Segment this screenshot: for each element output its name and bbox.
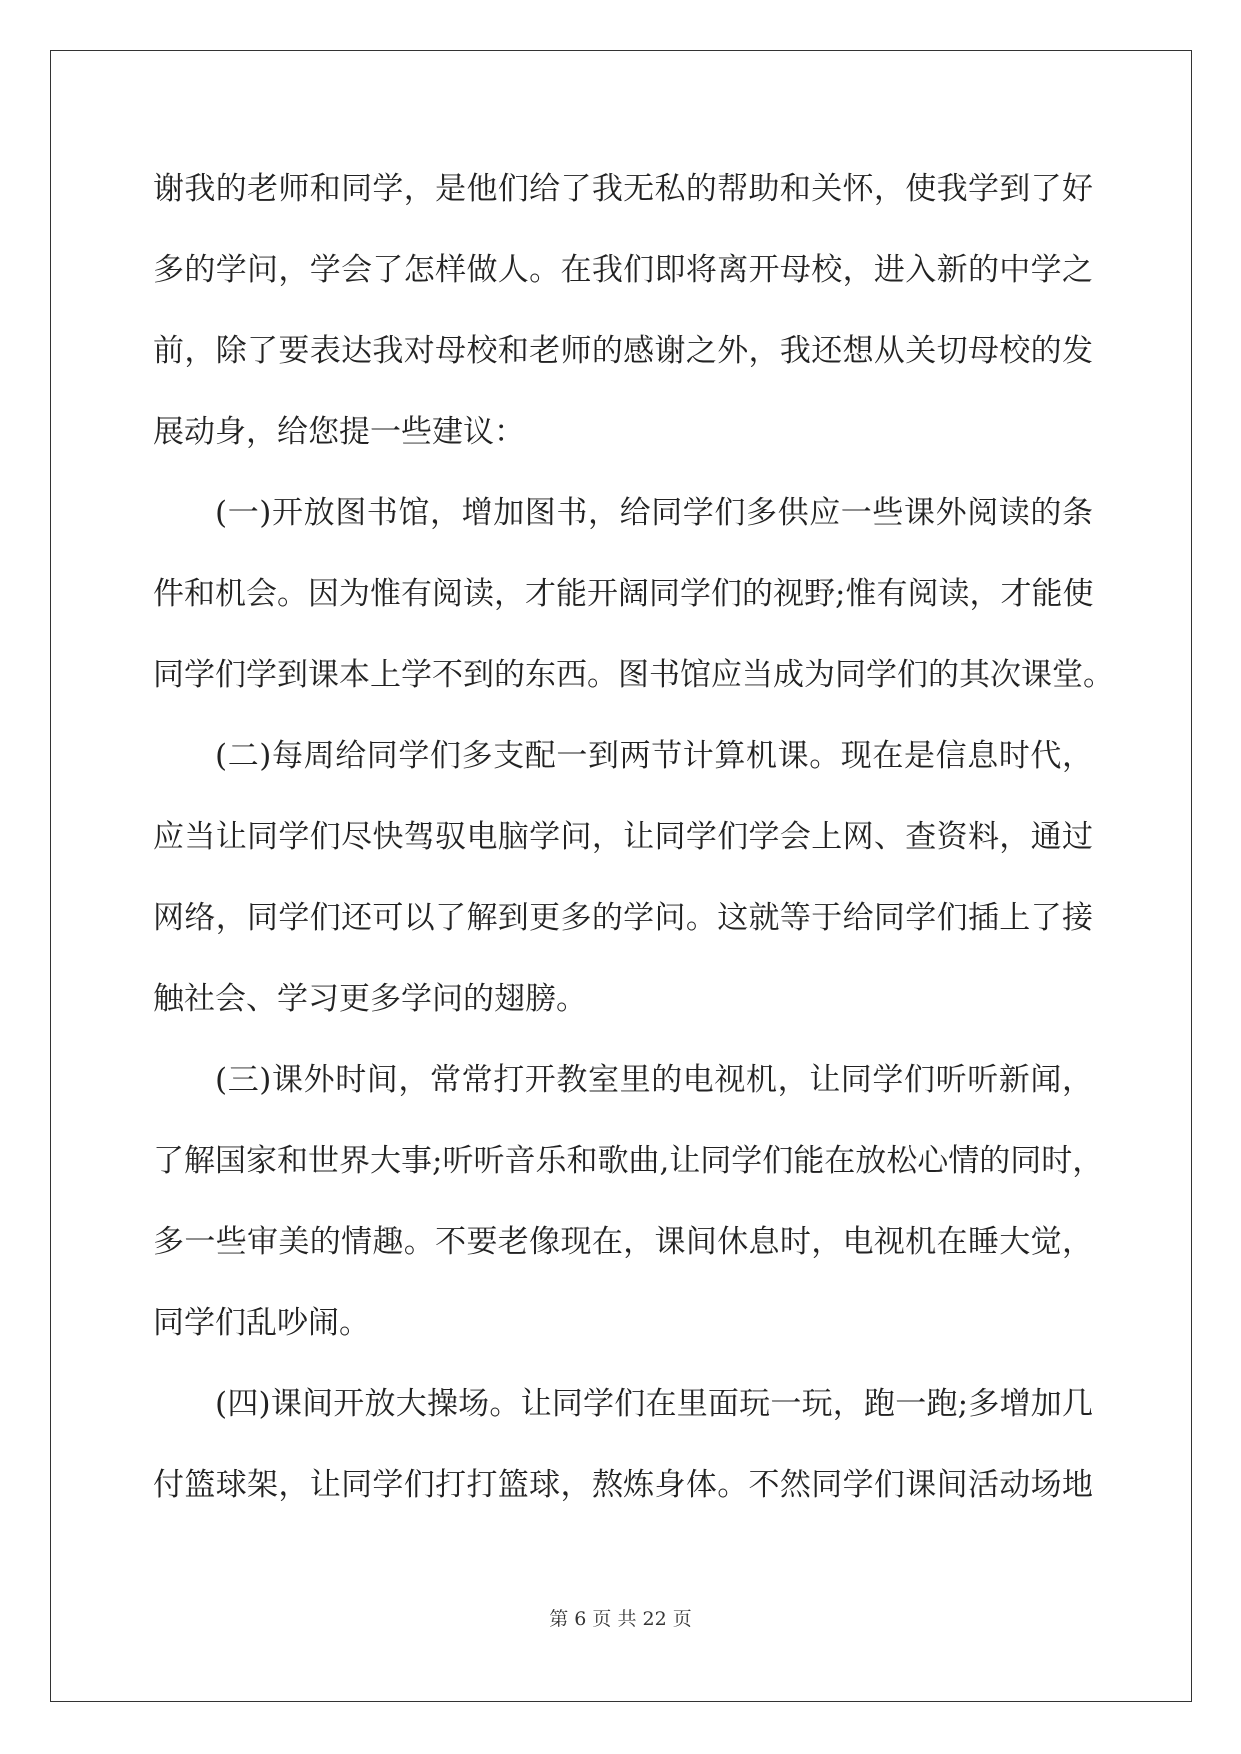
text-line: 件和机会。因为惟有阅读，才能开阔同学们的视野;惟有阅读，才能使 [153, 576, 1094, 612]
text-line: 应当让同学们尽快驾驭电脑学问，让同学们学会上网、查资料，通过 [153, 819, 1093, 855]
text-line: (四)课间开放大操场。让同学们在里面玩一玩，跑一跑;多增加几 [215, 1386, 1093, 1422]
text-line: 谢我的老师和同学，是他们给了我无私的帮助和关怀，使我学到了好 [153, 171, 1093, 207]
text-line: 同学们乱吵闹。 [153, 1305, 370, 1341]
text-line: 网络，同学们还可以了解到更多的学问。这就等于给同学们插上了接 [153, 900, 1093, 936]
text-line: 了解国家和世界大事;听听音乐和歌曲,让同学们能在放松心情的同时， [153, 1143, 1104, 1179]
text-line: (三)课外时间，常常打开教室里的电视机，让同学们听听新闻， [215, 1062, 1093, 1098]
text-line: 多的学问，学会了怎样做人。在我们即将离开母校，进入新的中学之 [153, 252, 1093, 288]
document-body [153, 162, 1114, 1539]
text-line: 多一些审美的情趣。不要老像现在，课间休息时，电视机在睡大觉， [153, 1224, 1093, 1260]
text-line: 同学们学到课本上学不到的东西。图书馆应当成为同学们的其次课堂。 [153, 657, 1114, 693]
text-line: 付篮球架，让同学们打打篮球，熬炼身体。不然同学们课间活动场地 [153, 1467, 1093, 1503]
text-line: 展动身，给您提一些建议： [153, 414, 525, 450]
text-line: 前，除了要表达我对母校和老师的感谢之外，我还想从关切母校的发 [153, 333, 1093, 369]
page-footer: 第 6 页 共 22 页 [549, 1608, 692, 1630]
text-line: (一)开放图书馆，增加图书，给同学们多供应一些课外阅读的条 [215, 495, 1093, 531]
text-line: 触社会、学习更多学问的翅膀。 [153, 981, 587, 1017]
text-line: (二)每周给同学们多支配一到两节计算机课。现在是信息时代， [215, 738, 1093, 774]
